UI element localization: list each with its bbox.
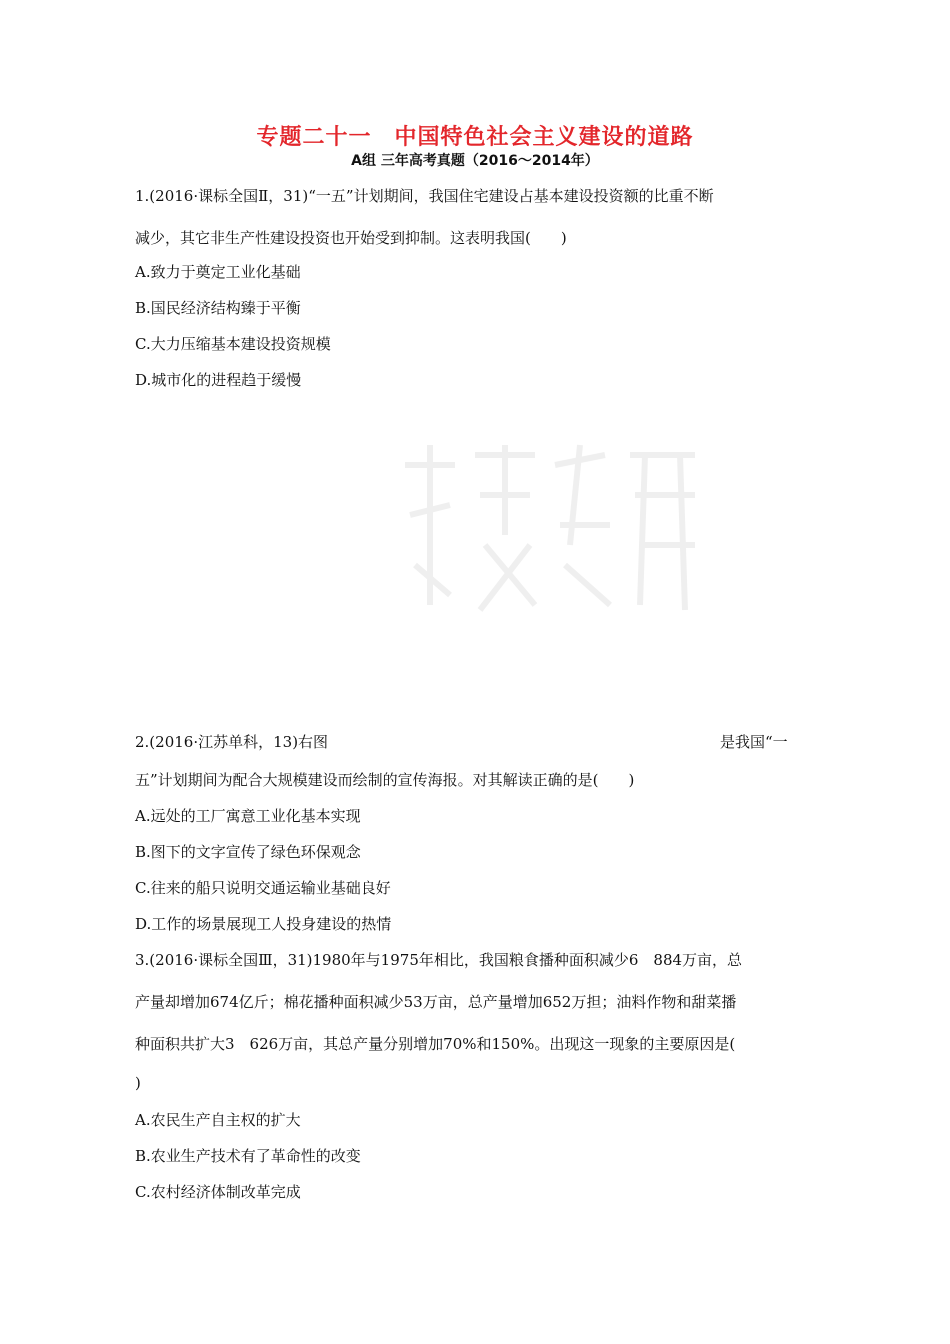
- watermark-image: [395, 425, 715, 625]
- question-1-option-b: B.国民经济结构臻于平衡: [135, 299, 301, 317]
- question-1-line-1: 1.(2016·课标全国Ⅱ，31)“一五”计划期间，我国住宅建设占基本建设投资额的比重不断: [135, 187, 714, 205]
- question-3-line-2: 产量却增加674亿斤；棉花播种面积减少53万亩，总产量增加652万担；油料作物和甜菜播: [135, 993, 737, 1011]
- question-2-option-a: A.远处的工厂寓意工业化基本实现: [135, 807, 361, 825]
- question-3-option-c: C.农村经济体制改革完成: [135, 1183, 301, 1201]
- question-3-line-1: 3.(2016·课标全国Ⅲ，31)1980年与1975年相比，我国粮食播种面积减少6 884万亩，总: [135, 951, 743, 969]
- question-2-option-d: D.工作的场景展现工人投身建设的热情: [135, 915, 392, 933]
- question-3-line-4: ): [135, 1074, 141, 1092]
- section-subtitle: A组 三年高考真题（2016～2014年）: [351, 153, 599, 169]
- question-1-line-2: 减少，其它非生产性建设投资也开始受到抑制。这表明我国( ): [135, 229, 567, 247]
- question-3-option-a: A.农民生产自主权的扩大: [135, 1111, 301, 1129]
- question-2-option-c: C.往来的船只说明交通运输业基础良好: [135, 879, 391, 897]
- question-2-line-1-right: 是我国“一: [720, 733, 788, 751]
- question-2-option-b: B.图下的文字宣传了绿色环保观念: [135, 843, 361, 861]
- question-2-line-2: 五”计划期间为配合大规模建设而绘制的宣传海报。对其解读正确的是( ): [135, 771, 635, 789]
- question-3-line-3: 种面积共扩大3 626万亩，其总产量分别增加70%和150%。出现这一现象的主要原因是(: [135, 1035, 736, 1053]
- question-1-option-a: A.致力于奠定工业化基础: [135, 263, 301, 281]
- question-3-option-b: B.农业生产技术有了革命性的改变: [135, 1147, 361, 1165]
- question-1-option-d: D.城市化的进程趋于缓慢: [135, 371, 302, 389]
- question-2-line-1-left: 2.(2016·江苏单科，13)右图: [135, 733, 329, 751]
- page-title: 专题二十一 中国特色社会主义建设的道路: [256, 125, 694, 150]
- question-1-option-c: C.大力压缩基本建设投资规模: [135, 335, 331, 353]
